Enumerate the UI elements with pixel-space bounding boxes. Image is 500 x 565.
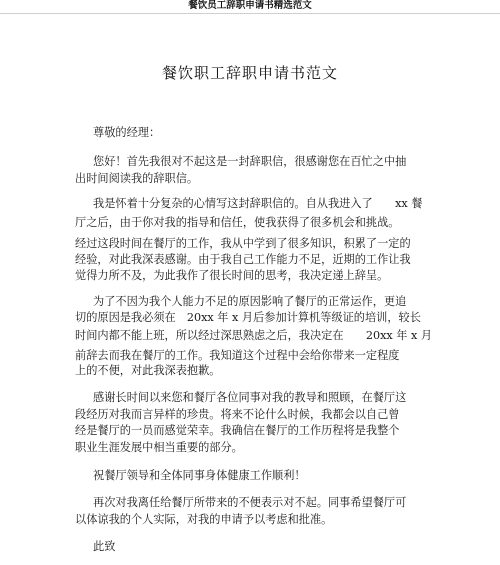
- salutation: 尊敬的经理：: [93, 126, 161, 139]
- paragraph-line: 经是餐厅的一员而感觉荣幸。我确信在餐厅的工作历程将是我整个: [75, 424, 400, 437]
- paragraph-line: 职业生涯发展中相当重要的部分。: [75, 441, 243, 454]
- paragraph-line: 时间内都不能上班，所以经过深思熟虑之后，我决定在 20xx 年 x 月: [75, 329, 433, 342]
- closing-wish: 祝餐厅领导和全体同事身体健康工作顺利！: [93, 469, 306, 482]
- paragraph-line: 经验，对此我深表感谢。由于我自己工作能力不足，近期的工作让我: [75, 253, 411, 266]
- paragraph-line: 切的原因是我必须在 20xx 年 x 月后参加计算机等级证的培训，较长: [75, 311, 421, 324]
- paragraph-line: 再次对我离任给餐厅所带来的不便表示对不起。同事希望餐厅可: [93, 496, 407, 509]
- paragraph-line: 经过这段时间在餐厅的工作，我从中学到了很多知识，积累了一定的: [75, 237, 411, 250]
- paragraph-line: 为了不因为我个人能力不足的原因影响了餐厅的正常运作，更追: [93, 295, 407, 308]
- paragraph-line: 上的不便，对此我深表抱歉。: [75, 364, 221, 377]
- page-header: 餐饮员工辞职申请书精选范文: [188, 0, 312, 11]
- paragraph-line: 前辞去而我在餐厅的工作。我知道这个过程中会给你带来一定程度: [75, 349, 400, 362]
- paragraph-line: 出时间阅读我的辞职信。: [75, 172, 199, 185]
- paragraph-line: 您好！首先我很对不起这是一封辞职信，很感谢您在百忙之中抽: [93, 155, 407, 168]
- paragraph-line: 感谢长时间以来您和餐厅各位同事对我的教导和照顾，在餐厅这: [93, 391, 407, 404]
- paragraph-line: 觉得力所不及，为此我作了很长时间的思考，我决定递上辞呈。: [75, 269, 389, 282]
- paragraph-line: 以体谅我的个人实际，对我的申请予以考虑和批准。: [75, 513, 333, 526]
- paragraph-line: 段经历对我而言异样的珍贵。将来不论什么时候，我都会以自己曾: [75, 408, 400, 421]
- closing-phrase: 此致: [93, 540, 116, 553]
- header-divider: [0, 13, 500, 14]
- document-title: 餐饮职工辞职申请书范文: [161, 64, 338, 82]
- paragraph-line: 厅之后，由于你对我的指导和信任，使我获得了很多机会和挑战。: [75, 216, 400, 229]
- paragraph-line: 我是怀着十分复杂的心情写这封辞职信的。自从我进入了 xx 餐: [93, 197, 423, 210]
